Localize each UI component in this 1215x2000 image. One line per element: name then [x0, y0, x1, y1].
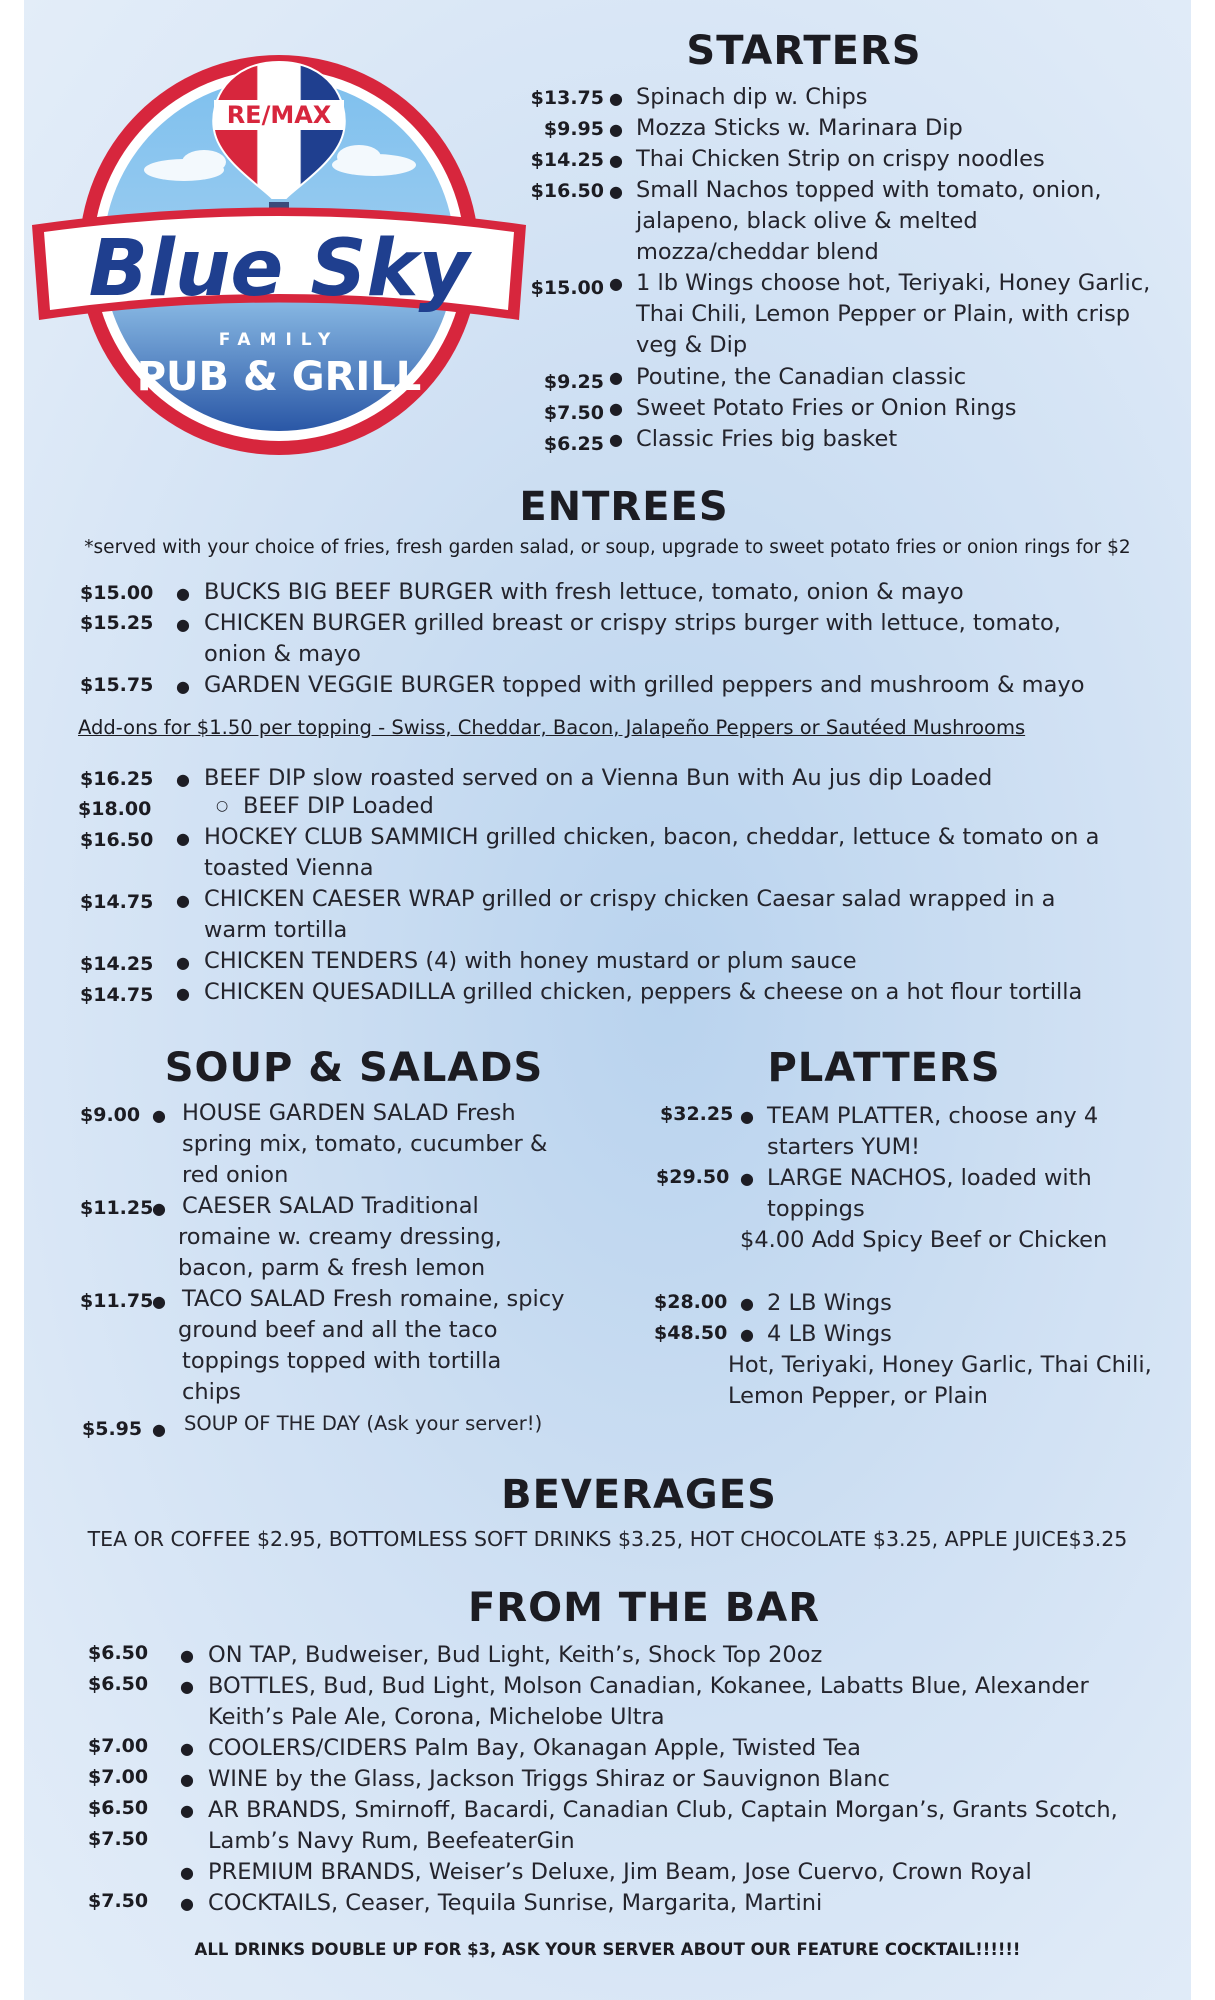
starter-text: Sweet Potato Fries or Onion Rings: [636, 395, 1017, 421]
soup-text: TACO SALAD Fresh romaine, spicy: [182, 1286, 565, 1312]
soup-text: ground beef and all the taco: [178, 1317, 498, 1343]
beverages-heading: BEVERAGES: [501, 1472, 777, 1518]
starter-text: Thai Chicken Strip on crispy noodles: [636, 146, 1045, 172]
bullet-icon: ●: [740, 1169, 754, 1188]
platter-addon: $4.00 Add Spicy Beef or Chicken: [740, 1227, 1108, 1253]
platter-flavors: Hot, Teriyaki, Honey Garlic, Thai Chili,: [728, 1352, 1152, 1378]
platter-text: 2 LB Wings: [767, 1290, 892, 1316]
entree-text: CHICKEN CAESER WRAP grilled or crispy chicken Caesar salad wrapped in a: [204, 886, 1056, 912]
bullet-icon: ●: [152, 1292, 166, 1311]
entree-price: $14.75: [80, 984, 154, 1006]
entrees-note: *served with your choice of fries, fresh garden salad, or soup, upgrade to sweet potato fries or onion rings for $2: [84, 537, 1131, 558]
bar-price: $7.00: [88, 1766, 149, 1788]
bullet-icon: ●: [180, 1894, 194, 1913]
menu-page: [24, 0, 1191, 2000]
entree-text: warm tortilla: [204, 917, 348, 943]
entree-text: CHICKEN QUESADILLA grilled chicken, peppers & cheese on a hot flour tortilla: [204, 979, 1083, 1005]
platter-price: $28.00: [654, 1291, 728, 1313]
starter-text: Thai Chili, Lemon Pepper or Plain, with crisp: [636, 301, 1131, 327]
starter-price: $6.25: [543, 433, 604, 455]
entree-price: $14.25: [80, 953, 154, 975]
bullet-icon: ●: [180, 1677, 194, 1696]
bullet-icon: ●: [176, 829, 190, 848]
starters-heading: STARTERS: [686, 28, 922, 74]
starter-text: Classic Fries big basket: [636, 426, 898, 452]
bar-price: $7.00: [88, 1735, 149, 1757]
soup-price: $11.25: [80, 1197, 154, 1219]
bar-heading: FROM THE BAR: [467, 1585, 821, 1631]
bar-text: AR BRANDS, Smirnoff, Bacardi, Canadian Club, Captain Morgan’s, Grants Scotch,: [208, 1797, 1118, 1823]
bullet-icon: ●: [180, 1770, 194, 1789]
starter-price: $7.50: [543, 402, 604, 424]
platter-flavors: Lemon Pepper, or Plain: [728, 1383, 988, 1409]
bullet-icon: ●: [176, 584, 190, 603]
bullet-icon: ●: [609, 182, 623, 201]
bullet-icon: ●: [152, 1199, 166, 1218]
soup-text: chips: [182, 1379, 241, 1405]
bullet-icon: ●: [740, 1325, 754, 1344]
bar-price: $6.50: [88, 1797, 149, 1819]
entree-text: CHICKEN TENDERS (4) with honey mustard or plum sauce: [204, 948, 857, 974]
bar-text: Lamb’s Navy Rum, BeefeaterGin: [208, 1828, 575, 1854]
entrees-heading: ENTREES: [519, 484, 729, 530]
platter-price: $29.50: [656, 1166, 730, 1188]
platter-text: starters YUM!: [767, 1134, 921, 1160]
soup-text: romaine w. creamy dressing,: [178, 1224, 502, 1250]
bullet-icon: ●: [609, 399, 623, 418]
platter-text: toppings: [767, 1196, 865, 1222]
soup-text: SOUP OF THE DAY (Ask your server!): [184, 1412, 543, 1435]
bullet-icon: ●: [180, 1739, 194, 1758]
soups-heading: SOUP & SALADS: [164, 1045, 544, 1091]
bullet-icon: ●: [176, 770, 190, 789]
entree-text: toasted Vienna: [204, 855, 374, 881]
bar-price: $7.50: [88, 1828, 149, 1850]
starter-text: mozza/cheddar blend: [636, 239, 879, 265]
brand-pub-grill: PUB & GRILL: [136, 354, 422, 400]
starter-price: $9.95: [543, 118, 604, 140]
entree-text: BUCKS BIG BEEF BURGER with fresh lettuce, tomato, onion & mayo: [204, 579, 964, 605]
blue-sky-logo: [14, 20, 534, 460]
starter-price: $13.75: [530, 87, 604, 109]
entree-price: $18.00: [78, 798, 152, 820]
entree-text: BEEF DIP Loaded: [243, 793, 434, 819]
bullet-icon: ●: [176, 677, 190, 696]
soup-text: toppings topped with tortilla: [182, 1348, 502, 1374]
soup-price: $11.75: [80, 1290, 154, 1312]
circle-bullet-icon: ○: [216, 798, 229, 814]
platter-price: $32.25: [660, 1103, 734, 1125]
bar-price: $7.50: [88, 1890, 149, 1912]
bullet-icon: ●: [176, 953, 190, 972]
entree-price: $16.50: [80, 829, 154, 851]
platter-text: TEAM PLATTER, choose any 4: [767, 1103, 1099, 1129]
brand-family: FAMILY: [218, 330, 340, 350]
starter-text: Spinach dip w. Chips: [636, 84, 868, 110]
entree-price: $15.75: [80, 674, 154, 696]
starter-text: Poutine, the Canadian classic: [636, 364, 967, 390]
bar-text: COOLERS/CIDERS Palm Bay, Okanagan Apple, Twisted Tea: [208, 1735, 861, 1761]
bullet-icon: ●: [609, 368, 623, 387]
platter-text: LARGE NACHOS, loaded with: [767, 1165, 1092, 1191]
brand-name: Blue Sky: [88, 224, 470, 314]
remax-wordmark: RE/MAX: [226, 101, 332, 129]
starter-text: veg & Dip: [636, 332, 748, 358]
starter-price: $16.50: [530, 180, 604, 202]
entrees-addons: Add-ons for $1.50 per topping - Swiss, Cheddar, Bacon, Jalapeño Peppers or Sautéed Mushrooms: [78, 716, 1026, 739]
bar-text: WINE by the Glass, Jackson Triggs Shiraz or Sauvignon Blanc: [208, 1766, 890, 1792]
starter-price: $9.25: [543, 371, 604, 393]
bar-text: COCKTAILS, Ceaser, Tequila Sunrise, Margarita, Martini: [208, 1890, 823, 1916]
bar-text: BOTTLES, Bud, Bud Light, Molson Canadian, Kokanee, Labatts Blue, Alexander: [208, 1673, 1089, 1699]
bullet-icon: ●: [740, 1107, 754, 1126]
bullet-icon: ●: [152, 1106, 166, 1125]
bullet-icon: ●: [180, 1646, 194, 1665]
platters-heading: PLATTERS: [767, 1045, 1001, 1091]
platter-price: $48.50: [654, 1322, 728, 1344]
entree-text: BEEF DIP slow roasted served on a Vienna Bun with Au jus dip Loaded: [204, 765, 993, 791]
soup-price: $9.00: [80, 1104, 141, 1126]
bullet-icon: ●: [609, 89, 623, 108]
bullet-icon: ●: [152, 1420, 166, 1439]
starter-text: 1 lb Wings choose hot, Teriyaki, Honey Garlic,: [636, 270, 1151, 296]
bar-price: $6.50: [88, 1642, 149, 1664]
bullet-icon: ●: [609, 120, 623, 139]
soup-text: bacon, parm & fresh lemon: [178, 1255, 486, 1281]
bullet-icon: ●: [180, 1863, 194, 1882]
starter-price: $15.00: [530, 277, 604, 299]
soup-text: red onion: [182, 1162, 289, 1188]
soup-text: spring mix, tomato, cucumber &: [182, 1131, 548, 1157]
starter-text: Mozza Sticks w. Marinara Dip: [636, 115, 963, 141]
bar-text: ON TAP, Budweiser, Bud Light, Keith’s, Shock Top 20oz: [208, 1642, 823, 1668]
entree-text: CHICKEN BURGER grilled breast or crispy strips burger with lettuce, tomato,: [204, 610, 1061, 636]
bullet-icon: ●: [609, 274, 623, 293]
bullet-icon: ●: [176, 891, 190, 910]
bullet-icon: ●: [176, 615, 190, 634]
beverages-line: TEA OR COFFEE $2.95, BOTTOMLESS SOFT DRINKS $3.25, HOT CHOCOLATE $3.25, APPLE JUICE$3.25: [87, 1527, 1128, 1551]
bar-text: Keith’s Pale Ale, Corona, Michelobe Ultra: [208, 1704, 665, 1730]
starter-text: Small Nachos topped with tomato, onion,: [636, 177, 1102, 203]
entree-price: $15.00: [80, 582, 154, 604]
entree-price: $16.25: [80, 768, 154, 790]
bar-text: PREMIUM BRANDS, Weiser’s Deluxe, Jim Beam, Jose Cuervo, Crown Royal: [208, 1859, 1032, 1885]
bullet-icon: ●: [740, 1294, 754, 1313]
bar-price: $6.50: [88, 1673, 149, 1695]
entree-price: $15.25: [80, 612, 154, 634]
bullet-icon: ●: [176, 984, 190, 1003]
starter-text: jalapeno, black olive & melted: [636, 208, 978, 234]
entree-text: GARDEN VEGGIE BURGER topped with grilled peppers and mushroom & mayo: [204, 672, 1085, 698]
bullet-icon: ●: [609, 151, 623, 170]
bullet-icon: ●: [180, 1801, 194, 1820]
entree-text: HOCKEY CLUB SAMMICH grilled chicken, bacon, cheddar, lettuce & tomato on a: [204, 824, 1100, 850]
bullet-icon: ●: [609, 430, 623, 449]
soup-text: HOUSE GARDEN SALAD Fresh: [182, 1100, 516, 1126]
entree-price: $14.75: [80, 891, 154, 913]
bar-footer: ALL DRINKS DOUBLE UP FOR $3, ASK YOUR SERVER ABOUT OUR FEATURE COCKTAIL!!!!!!: [194, 1940, 1021, 1959]
soup-price: $5.95: [82, 1418, 143, 1440]
platter-text: 4 LB Wings: [767, 1321, 892, 1347]
soup-text: CAESER SALAD Traditional: [182, 1193, 479, 1219]
starter-price: $14.25: [530, 149, 604, 171]
entree-text: onion & mayo: [204, 641, 361, 667]
